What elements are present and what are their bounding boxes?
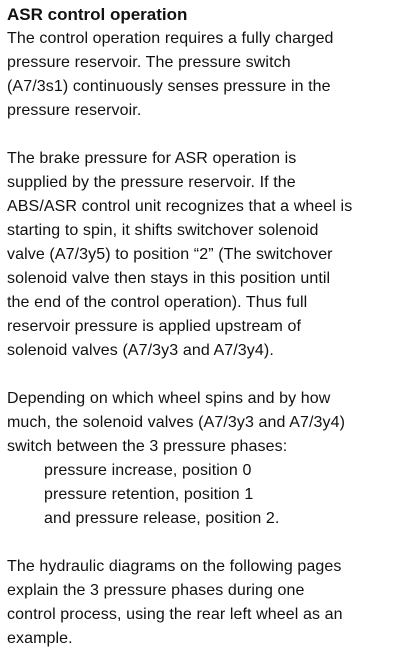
paragraph-brake-pressure <box>7 147 410 363</box>
paragraph-reservoir <box>7 27 410 123</box>
text-line: pressure reservoir. The pressure switch <box>7 54 291 71</box>
text-line: ABS/ASR control unit recognizes that a wheel is <box>7 198 353 215</box>
phase-list-item: pressure increase, position 0 <box>44 462 252 479</box>
phase-list-item: and pressure release, position 2. <box>44 510 280 527</box>
text-line: the end of the control operation). Thus full <box>7 294 308 311</box>
paragraph-pressure-phases <box>7 387 410 531</box>
text-line: example. <box>7 630 73 647</box>
text-line: solenoid valve then stays in this position until <box>7 270 331 287</box>
text-line: supplied by the pressure reservoir. If the <box>7 174 296 191</box>
text-line: reservoir pressure is applied upstream of <box>7 318 302 335</box>
paragraph-hydraulic-diagrams <box>7 555 410 651</box>
text-line: switch between the 3 pressure phases: <box>7 438 288 455</box>
phase-list-item: pressure retention, position 1 <box>44 486 254 503</box>
text-line: (A7/3s1) continuously senses pressure in the <box>7 78 331 95</box>
text-line: much, the solenoid valves (A7/3y3 and A7/3y4) <box>7 414 346 431</box>
text-line: solenoid valves (A7/3y3 and A7/3y4). <box>7 342 274 359</box>
text-line: The brake pressure for ASR operation is <box>7 150 297 167</box>
text-line: pressure reservoir. <box>7 102 142 119</box>
text-line: Depending on which wheel spins and by how <box>7 390 331 407</box>
text-line: explain the 3 pressure phases during one <box>7 582 305 599</box>
text-line: valve (A7/3y5) to position “2” (The switchover <box>7 246 333 263</box>
text-line: starting to spin, it shifts switchover solenoid <box>7 222 319 239</box>
text-line: The hydraulic diagrams on the following pages <box>7 558 342 575</box>
text-line: control process, using the rear left wheel as an <box>7 606 343 623</box>
section-heading: ASR control operation <box>7 5 188 24</box>
text-line: The control operation requires a fully charged <box>7 30 334 47</box>
